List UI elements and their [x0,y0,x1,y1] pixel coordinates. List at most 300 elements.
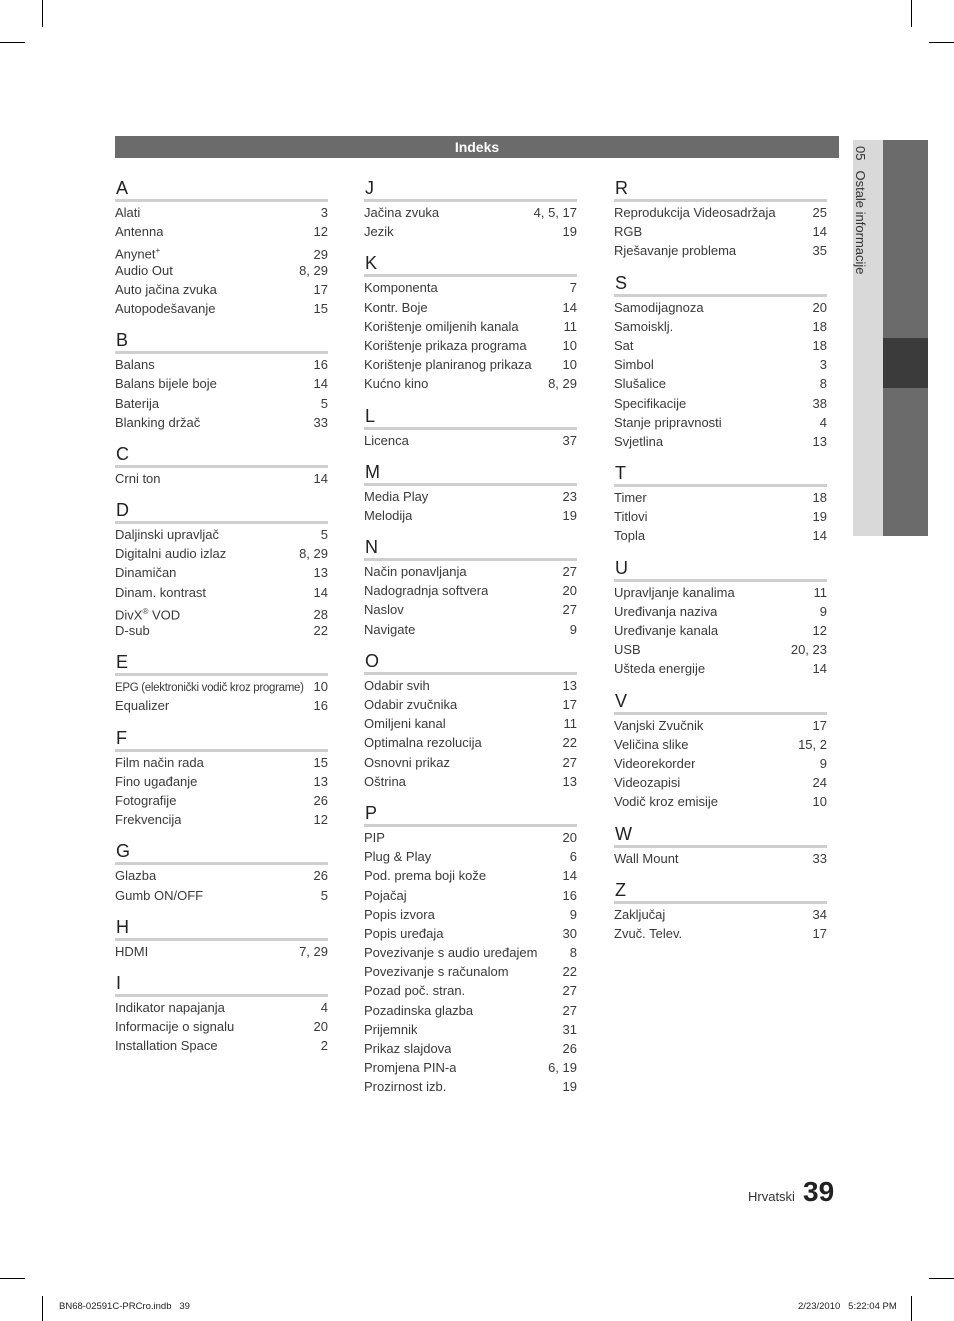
crop-mark [42,0,43,27]
entry-pages: 7 [569,280,577,296]
entry-term [614,488,647,507]
entry-term [115,583,206,602]
entry-pages: 28 [313,607,328,623]
index-entry [115,261,328,280]
entry-pages: 15 [313,754,328,770]
chapter-tab-marker [883,338,928,388]
entry-term-text: Media Play [364,488,429,504]
index-entry [115,241,328,260]
page-title: Indeks [115,136,839,158]
entry-pages: 19 [562,224,577,240]
entry-term [614,241,736,260]
index-entry [614,241,827,260]
index-entry [115,222,328,241]
entry-term [614,640,641,659]
index-entry [364,866,577,885]
entry-term-text: Crni ton [115,470,161,486]
index-entry [364,847,577,866]
entry-term-text: Gumb ON/OFF [115,887,204,903]
entry-term [364,506,412,525]
entry-term [614,773,680,792]
crop-mark [42,1296,43,1321]
entry-term-text: Fino ugađanje [115,773,198,789]
section-letter: D [115,499,328,524]
index-entry [115,469,328,488]
entry-pages: 13 [812,433,827,449]
entry-term [115,942,148,961]
entry-term-text: Balans [115,357,155,373]
entry-term [364,581,488,600]
index-entry [364,203,577,222]
entry-pages: 9 [569,906,577,922]
entry-pages: 20 [812,299,827,315]
entry-term-text: Wall Mount [614,850,679,866]
entry-term [115,753,204,772]
entry-pages: 18 [812,490,827,506]
section-letter: V [614,690,827,715]
index-entry [115,563,328,582]
entry-pages: 29 [313,246,328,262]
section-letter: S [614,272,827,297]
entry-term [364,714,446,733]
entry-term-text: Blanking držač [115,414,201,430]
index-entry [614,298,827,317]
index-section-o [364,650,577,791]
entry-term [364,962,509,981]
index-column-2 [364,177,577,1108]
entry-pages: 5 [320,527,328,543]
entry-term [614,374,666,393]
entry-pages: 17 [562,697,577,712]
entry-term-text: RGB [614,224,643,240]
index-column-3 [614,177,827,954]
entry-term-text: Baterija [115,395,160,411]
entry-term-text: Vodič kroz emisije [614,794,719,810]
entry-pages: 4, 5, 17 [533,205,577,220]
entry-pages: 17 [812,717,827,733]
index-entry [115,394,328,413]
index-entry [115,998,328,1017]
entry-term [115,280,217,299]
entry-term [364,431,409,450]
index-section-s [614,272,827,452]
entry-term [614,222,642,241]
entry-pages: 26 [313,868,328,884]
index-entry [115,1017,328,1036]
entry-term-text: Pozad poč. stran. [364,983,466,999]
entry-term-text: Glazba [115,868,157,884]
index-entry [614,413,827,432]
entry-term-text: Povezivanje s audio uređajem [364,945,538,961]
entry-term [115,203,140,222]
index-entry [364,506,577,525]
index-entry [115,866,328,885]
entry-term [364,905,435,924]
index-entry [364,714,577,733]
entry-pages: 37 [562,432,577,448]
entry-pages: 30 [562,925,577,941]
entry-pages: 3 [819,357,827,373]
index-entry [364,355,577,374]
entry-term-text: EPG (elektronički vodič kroz programe) [115,682,304,695]
entry-term-text: Zvuč. Telev. [614,925,683,941]
index-entry [364,620,577,639]
entry-pages: 14 [313,470,328,486]
entry-term-text: Reprodukcija Videosadržaja [614,205,776,220]
section-letter: F [115,727,328,752]
index-entry [364,1039,577,1058]
entry-term [614,716,703,735]
entry-term [364,374,428,393]
entry-term-text: Kućno kino [364,376,429,392]
entry-term-text: Pozadinska glazba [364,1002,474,1018]
index-entry [614,792,827,811]
entry-term-text: Stanje pripravnosti [614,414,722,430]
entry-term [364,695,457,714]
entry-term [364,600,404,619]
index-entry [614,317,827,336]
index-entry [614,203,827,222]
index-section-c [115,443,328,488]
entry-pages: 14 [562,868,577,884]
section-letter: B [115,329,328,354]
index-section-i [115,972,328,1056]
index-section-j [364,177,577,241]
entry-term-text: Komponenta [364,280,438,296]
index-entry [364,581,577,600]
entry-term [115,866,156,885]
entry-term [115,544,226,563]
entry-pages: 14 [812,224,827,240]
entry-term-text: Pod. prema boji kože [364,868,487,884]
entry-term-text: Omiljeni kanal [364,716,446,732]
index-entry [614,716,827,735]
entry-pages: 12 [313,812,328,828]
entry-term-text: PIP [364,829,385,845]
index-section-n [364,536,577,639]
entry-pages: 33 [313,414,328,430]
entry-pages: 27 [562,564,577,580]
entry-pages: 26 [562,1041,577,1056]
entry-term-text: Dinamičan [115,565,177,581]
entry-term-text: Promjena PIN-a [364,1060,457,1076]
entry-term [614,526,645,545]
crop-mark [0,1278,25,1279]
entry-term [115,1036,218,1055]
index-entry [614,488,827,507]
entry-term [364,620,415,639]
index-entry [614,526,827,545]
section-letter: L [364,405,577,430]
entry-pages: 14 [812,528,827,544]
index-entry [614,507,827,526]
entry-term [364,562,467,581]
entry-term-text: Topla [614,528,646,544]
entry-term-text: Frekvencija [115,812,182,828]
entry-term-text: Pojačaj [364,887,407,903]
entry-term-text: Samoisklj. [614,318,674,334]
entry-pages: 11 [813,584,827,600]
index-entry [115,299,328,318]
section-letter: M [364,461,577,486]
entry-pages: 13 [313,565,328,581]
entry-pages: 10 [562,357,577,373]
entry-pages: 20 [562,583,577,599]
entry-term [364,278,438,297]
entry-term-text: Uređivanja naziva [614,603,718,619]
index-entry [614,583,827,602]
entry-pages: 24 [812,775,827,791]
entry-term [364,828,385,847]
index-entry [364,431,577,450]
entry-term [614,583,735,602]
entry-term-text: Daljinski upravljač [115,527,220,543]
entry-pages: 10 [562,337,577,353]
section-letter: O [364,650,577,675]
index-entry [364,695,577,714]
index-entry [614,905,827,924]
entry-term-text: Svjetlina [614,433,664,449]
index-entry [115,791,328,810]
entry-term [364,355,532,374]
entry-term [364,1058,456,1077]
entry-term-text: Videozapisi [614,775,681,791]
index-entry [364,676,577,695]
entry-pages: 19 [562,507,577,523]
entry-term [115,413,200,432]
entry-term-text: Equalizer [115,698,170,714]
index-entry [364,562,577,581]
entry-term-text: Licenca [364,432,409,448]
entry-term-text: Zaključaj [614,906,666,922]
entry-term-text: Optimalna rezolucija [364,735,482,751]
entry-term-text: Prozirnost izb. [364,1079,447,1095]
entry-term-text: Anynet [115,246,156,262]
index-entry [115,1036,328,1055]
entry-term [115,374,217,393]
entry-term [115,886,203,905]
entry-term [364,753,450,772]
entry-term-text: Rješavanje problema [614,243,737,259]
entry-term [115,1017,234,1036]
entry-superscript: ® [142,606,149,616]
entry-term [614,792,718,811]
entry-term-text: Autopodešavanje [115,300,216,316]
entry-pages: 8, 29 [299,546,328,562]
entry-term-text: HDMI [115,943,149,959]
index-entry [115,374,328,393]
entry-term-text: Plug & Play [364,849,432,865]
entry-term-text: Način ponavljanja [364,564,467,580]
section-letter: W [614,823,827,848]
entry-pages: 20 [313,1019,328,1035]
entry-term-text: Upravljanje kanalima [614,584,735,600]
index-entry [115,525,328,544]
index-section-p [364,802,577,1097]
entry-term [614,621,718,640]
entry-pages: 20 [562,829,577,845]
index-entry [614,432,827,451]
index-entry [364,1020,577,1039]
entry-pages: 34 [812,906,827,922]
entry-term-text: Uređivanje kanala [614,623,719,638]
entry-term [364,886,407,905]
entry-term-text: Digitalni audio izlaz [115,546,227,562]
entry-term [364,222,394,241]
section-letter: N [364,536,577,561]
entry-pages: 14 [313,376,328,392]
entry-pages: 17 [313,281,328,297]
index-entry [614,336,827,355]
index-section-a [115,177,328,318]
entry-pages: 13 [313,773,328,789]
entry-pages: 4 [320,999,328,1015]
entry-term [364,847,431,866]
entry-term-text: Samodijagnoza [614,299,704,315]
chapter-tab-label [853,146,868,285]
index-entry [115,696,328,715]
index-entry [364,905,577,924]
entry-term [115,621,150,640]
entry-term [364,1039,451,1058]
index-section-h [115,916,328,961]
entry-term-text: Sat [614,337,634,353]
entry-term [364,487,428,506]
index-section-l [364,405,577,450]
entry-pages: 22 [562,964,577,980]
section-letter: G [115,840,328,865]
index-entry [614,621,827,640]
entry-term-suffix: VOD [148,607,181,623]
entry-term-text: Specifikacije [614,395,687,411]
chapter-title: Ostale informacije [853,170,868,275]
entry-pages: 16 [313,357,328,373]
index-entry [364,733,577,752]
entry-term-text: Antenna [115,224,164,240]
entry-term-text: Korištenje prikaza programa [364,337,527,353]
imprint-file: BN68-02591C-PRCro.indb 39 [59,1301,190,1312]
entry-pages: 3 [320,205,328,220]
index-entry [115,753,328,772]
entry-term [614,355,654,374]
entry-superscript: + [155,246,161,256]
entry-pages: 15, 2 [798,736,827,752]
entry-term [364,1077,446,1096]
footer-language: Hrvatski [748,1189,795,1204]
entry-term [115,772,197,791]
index-entry [614,754,827,773]
entry-term-text: Audio Out [115,262,173,278]
entry-pages: 27 [562,602,577,618]
entry-term [364,336,527,355]
entry-term [614,754,695,773]
index-entry [614,394,827,413]
entry-term [364,866,486,885]
entry-term-text: Osnovni prikaz [364,754,450,770]
section-letter: I [115,972,328,997]
entry-pages: 20, 23 [790,642,827,658]
entry-pages: 26 [313,792,328,808]
index-entry [614,773,827,792]
index-section-e [115,651,328,715]
index-entry [364,943,577,962]
entry-pages: 18 [812,337,827,353]
index-entry [115,621,328,640]
index-section-b [115,329,328,432]
entry-term [364,733,482,752]
index-entry [115,280,328,299]
entry-pages: 33 [812,850,827,866]
crop-mark [929,42,954,43]
entry-term-text: Vanjski Zvučnik [614,717,704,733]
entry-pages: 2 [320,1038,328,1054]
entry-term-text: Nadogradnja softvera [364,583,489,599]
index-section-m [364,461,577,525]
entry-pages: 6 [569,849,577,865]
index-entry [115,886,328,905]
index-entry [614,374,827,393]
entry-pages: 11 [563,716,577,732]
section-letter: J [364,177,577,202]
entry-term [115,469,161,488]
entry-term [115,394,159,413]
index-entry [614,602,827,621]
entry-term-text: Odabir zvučnika [364,697,458,712]
index-entry [364,487,577,506]
entry-pages: 22 [562,735,577,751]
entry-term [364,298,428,317]
index-entry [364,1058,577,1077]
entry-pages: 5 [320,395,328,411]
index-entry [364,298,577,317]
entry-term-text: Melodija [364,507,413,523]
index-entry [115,544,328,563]
section-letter: P [364,802,577,827]
entry-pages: 9 [819,603,827,619]
crop-mark [929,1278,954,1279]
index-entry [614,735,827,754]
entry-term [115,791,176,810]
entry-term-text: Balans bijele boje [115,376,217,392]
entry-term-text: Navigate [364,621,416,637]
entry-term [614,336,634,355]
entry-term [115,261,173,280]
index-entry [364,962,577,981]
entry-term-text: Timer [614,490,647,506]
entry-term-text: Jezik [364,224,394,240]
entry-term-text: Prijemnik [364,1021,418,1037]
entry-pages: 19 [812,509,827,525]
entry-term [115,563,176,582]
entry-term [364,317,519,336]
entry-pages: 27 [562,983,577,999]
entry-term [614,394,686,413]
index-column-1 [115,177,328,1066]
index-entry [115,810,328,829]
entry-term [115,810,181,829]
section-letter: K [364,252,577,277]
entry-term-text: Povezivanje s računalom [364,964,509,980]
imprint-timestamp: 2/23/2010 5:22:04 PM [798,1301,897,1312]
entry-pages: 11 [563,318,577,334]
index-entry [614,659,827,678]
entry-pages: 12 [812,623,827,638]
index-entry [614,640,827,659]
entry-pages: 13 [562,677,577,693]
entry-term-text: Naslov [364,602,404,618]
entry-term [614,735,688,754]
entry-term [115,696,169,715]
